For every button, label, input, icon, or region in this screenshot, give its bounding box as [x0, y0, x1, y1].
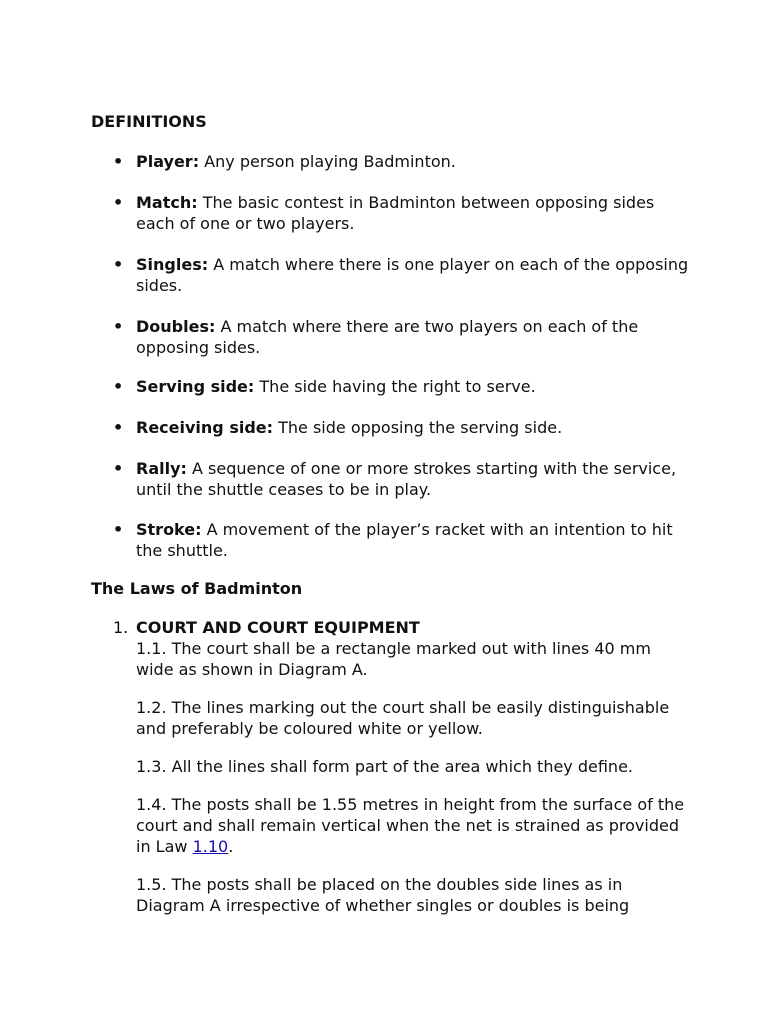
definition-item-stroke — [91, 519, 691, 561]
definition-term: Match: — [136, 193, 198, 212]
bullet-icon: • — [113, 193, 124, 212]
law-paragraph-1-5: 1.5. The posts shall be placed on the doubles side lines as in Diagram A irrespective of whether singles or doubles is being — [136, 875, 630, 915]
law-number: 1. — [113, 618, 129, 637]
definition-item-receiving-side — [91, 417, 691, 438]
bullet-icon: • — [113, 317, 124, 336]
document-page — [91, 111, 691, 916]
definition-text: Any person playing Badminton. — [199, 152, 456, 171]
law-paragraph-1-1: 1.1. The court shall be a rectangle marked out with lines 40 mm wide as shown in Diagram A. — [136, 639, 651, 679]
law-section-court — [91, 617, 691, 916]
definition-item-doubles — [91, 316, 691, 358]
definition-item-player — [91, 151, 691, 172]
definitions-list — [91, 151, 691, 561]
law-paragraph-1-4-text: 1.4. The posts shall be 1.55 metres in height from the surface of the court and shall remain vertical when the net is strained as provided in Law — [136, 795, 685, 856]
bullet-icon: • — [113, 255, 124, 274]
law-paragraph-1-2: 1.2. The lines marking out the court shall be easily distinguishable and preferably be coloured white or yellow. — [136, 698, 670, 738]
definition-item-serving-side — [91, 376, 691, 397]
bullet-icon: • — [113, 418, 124, 437]
definition-term: Singles: — [136, 255, 209, 274]
laws-list — [91, 617, 691, 916]
bullet-icon: • — [113, 520, 124, 539]
definition-text: A match where there is one player on each of the opposing sides. — [136, 255, 689, 295]
definition-term: Receiving side: — [136, 418, 274, 437]
definition-text: A match where there are two players on each of the opposing sides. — [136, 317, 639, 357]
bullet-icon: • — [113, 459, 124, 478]
definition-text: A movement of the player’s racket with an intention to hit the shuttle. — [136, 520, 673, 560]
definition-item-rally — [91, 458, 691, 500]
law-paragraph-1-4 — [136, 794, 691, 857]
bullet-icon: • — [113, 377, 124, 396]
bullet-icon: • — [113, 152, 124, 171]
definitions-heading: DEFINITIONS — [91, 112, 207, 131]
definition-text: The side opposing the serving side. — [273, 418, 563, 437]
law-title: COURT AND COURT EQUIPMENT — [136, 618, 420, 637]
definition-text: The side having the right to serve. — [254, 377, 536, 396]
definition-text: A sequence of one or more strokes starting with the service, until the shuttle ceases to be in play. — [136, 459, 677, 499]
laws-heading: The Laws of Badminton — [91, 579, 303, 598]
law-paragraph-1-4-end: . — [228, 837, 234, 856]
definition-item-singles — [91, 254, 691, 296]
definition-term: Doubles: — [136, 317, 216, 336]
law-1-10-link[interactable]: 1.10 — [192, 837, 229, 856]
definition-item-match — [91, 192, 691, 234]
definition-term: Stroke: — [136, 520, 202, 539]
definition-term: Rally: — [136, 459, 187, 478]
law-paragraph-1-3: 1.3. All the lines shall form part of the area which they define. — [136, 757, 633, 776]
definition-term: Serving side: — [136, 377, 255, 396]
definition-text: The basic contest in Badminton between opposing sides each of one or two players. — [136, 193, 655, 233]
definition-term: Player: — [136, 152, 200, 171]
